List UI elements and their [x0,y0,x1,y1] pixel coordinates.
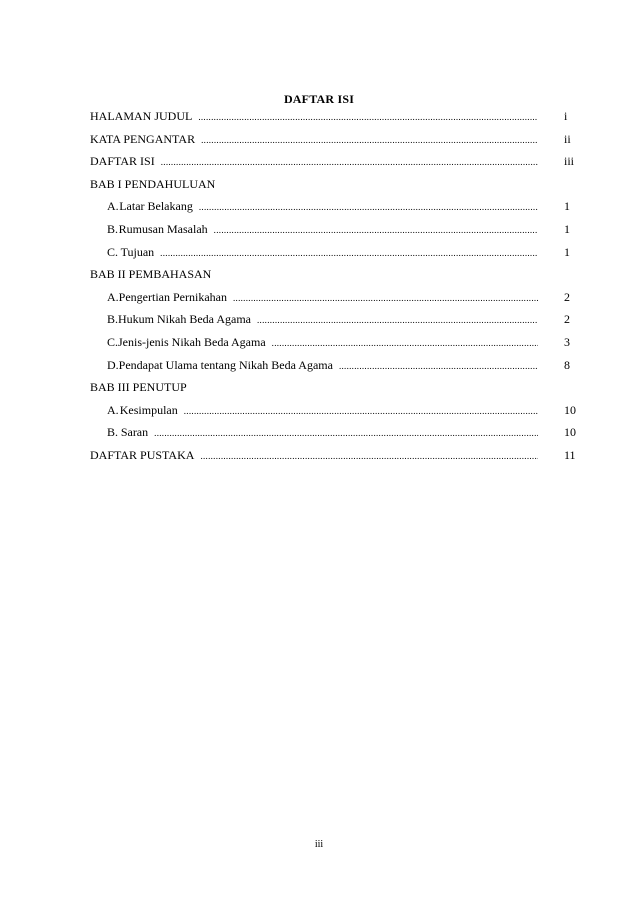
toc-entry-page: 2 [564,289,570,304]
dot-leader [198,112,538,122]
toc-entry-page: 1 [564,244,570,259]
toc-entry-page: ii [564,131,571,146]
toc-entry-page: 10 [564,402,576,417]
toc-entry-label: Rumusan Masalah [118,221,208,236]
toc-entry-label: Kesimpulan [119,402,178,417]
dot-leader [161,157,538,167]
dot-leader [214,225,538,235]
toc-entry-letter: D. [107,357,119,372]
toc-entry-label: Pengertian Pernikahan [118,289,227,304]
toc-entry-page: i [564,109,568,123]
toc-chapter-heading [90,380,590,403]
dot-leader [154,428,538,438]
toc-entry-page: 10 [564,425,576,440]
toc-entry-page: 8 [564,357,570,372]
dot-leader [160,248,538,258]
dot-leader [233,293,538,303]
page-title: DAFTAR ISI [283,92,355,106]
toc-entry-letter: B. [107,221,119,236]
toc-chapter-heading [90,177,590,200]
toc-entry-letter: A. [107,199,119,214]
dot-leader [257,315,538,325]
toc-entry-kata-pengantar [90,132,590,155]
toc-entry-page: 3 [564,334,570,349]
toc-entry [90,403,590,426]
toc-entry-page: 11 [564,447,576,462]
toc-entry-label: Saran [120,425,149,440]
toc-entry [90,358,590,381]
toc-chapter-heading [90,267,590,290]
toc-entry-letter: A. [107,402,119,417]
toc-entry-label: KATA PENGANTAR [90,131,196,146]
toc-entry [90,222,590,245]
toc-entry-label: Tujuan [120,244,155,259]
toc-entry-label: Jenis-jenis Nikah Beda Agama [118,334,266,349]
toc-entry-daftar-isi [90,154,590,177]
toc-entry [90,335,590,358]
toc-entry [90,290,590,313]
toc-entry-label: Latar Belakang [119,199,193,214]
toc-entry-page: iii [564,154,575,169]
footer-page-number: iii [314,839,324,850]
dot-leader [339,361,538,371]
toc-entry-label: Pendapat Ulama tentang Nikah Beda Agama [118,357,333,372]
toc-entry-label: DAFTAR PUSTAKA [90,447,195,462]
dot-leader [184,406,538,416]
toc-entry [90,245,590,268]
toc-entry-letter: A. [107,289,119,304]
toc-entry [90,312,590,335]
chapter-label: BAB III PENUTUP [90,380,187,395]
toc-entry-letter: B. [107,425,119,440]
toc-entry [90,425,590,448]
toc-entry-label: Hukum Nikah Beda Agama [118,312,251,327]
toc-entry-page: 1 [564,221,570,236]
toc-entry-halaman-judul [90,109,590,132]
toc-entry-letter: C. [107,244,119,259]
toc-entry-page: 1 [564,199,570,214]
dot-leader [200,451,538,461]
toc-entry-letter: C. [107,334,119,349]
toc-entry-page: 2 [564,312,570,327]
toc-entry [90,199,590,222]
toc-entry-daftar-pustaka [90,448,590,471]
dot-leader [201,135,538,145]
dot-leader [199,202,538,212]
toc-entry-label: HALAMAN JUDUL [90,109,193,123]
toc-entry-label: DAFTAR ISI [90,154,155,169]
toc-entry-letter: B. [107,312,119,327]
chapter-label: BAB II PEMBAHASAN [90,267,212,282]
table-of-contents [90,109,590,471]
chapter-label: BAB I PENDAHULUAN [90,176,216,191]
dot-leader [272,338,538,348]
